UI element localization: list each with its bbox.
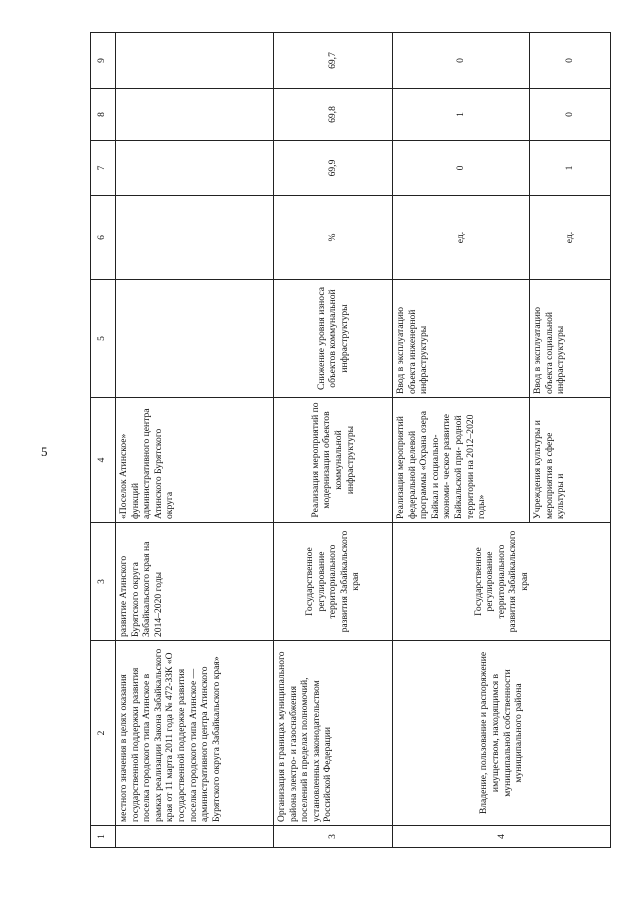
- value-cell: 0: [393, 141, 530, 196]
- value-cell: [116, 89, 274, 141]
- row-number: 3: [274, 826, 393, 848]
- value-cell: 69,7: [274, 33, 393, 89]
- table-row: [274, 33, 393, 848]
- program-cell: Государственное регулирование территориального развития Забайкальского края: [393, 523, 611, 641]
- value-cell: [116, 33, 274, 89]
- value-cell: 0: [530, 89, 611, 141]
- indicators-table: [90, 32, 611, 848]
- header-cell: 5: [91, 280, 116, 398]
- header-cell: 9: [91, 33, 116, 89]
- value-cell: 0: [393, 33, 530, 89]
- table-row: [393, 33, 530, 848]
- indicator-cell: [116, 280, 274, 398]
- header-cell: 8: [91, 89, 116, 141]
- unit-cell: ед.: [393, 196, 530, 280]
- activity-cell: Учреждения культуры и мероприятия в сфере культуры и: [530, 398, 611, 523]
- unit-cell: %: [274, 196, 393, 280]
- authority-cell: местного значения в целях оказания государственной поддержки развития поселка городского типа Атинское в рамках реализации Закона Забайкальского края от 11 марта 2011 года № 472-ЗЗК «О государственной поддержке развития поселка городского типа Атинское — административного центра Атинского Бурятского округа Забайкальского края»: [116, 641, 274, 826]
- program-cell: Государственное регулирование территориального развития Забайкальского края: [274, 523, 393, 641]
- header-cell: 7: [91, 141, 116, 196]
- value-cell: 0: [530, 33, 611, 89]
- indicator-cell: Ввод в эксплуатацию объекта инженерной инфраструктуры: [393, 280, 530, 398]
- value-cell: 1: [530, 141, 611, 196]
- header-cell: 1: [91, 826, 116, 848]
- value-cell: 69,9: [274, 141, 393, 196]
- header-cell: 4: [91, 398, 116, 523]
- authority-cell: Организация в границах муниципального района электро- и газоснабжения поселений в пределах полномочий, установленных законодательством Российской Федерации: [274, 641, 393, 826]
- indicator-cell: Ввод в эксплуатацию объекта социальной инфраструктуры: [530, 280, 611, 398]
- unit-cell: ед.: [530, 196, 611, 280]
- header-cell: 3: [91, 523, 116, 641]
- value-cell: 1: [393, 89, 530, 141]
- activity-cell: Реализация мероприятий по модернизации объектов коммунальной инфраструктуры: [274, 398, 393, 523]
- activity-cell: «Поселок Атинское» функций административного центра Атинского Бурятского округа: [116, 398, 274, 523]
- header-cell: 2: [91, 641, 116, 826]
- header-cell: 6: [91, 196, 116, 280]
- indicators-table-rotated: [90, 33, 605, 848]
- program-cell: развитие Атинского Бурятского округа Забайкальского края на 2014–2020 годы: [116, 523, 274, 641]
- table-header-row: [91, 33, 116, 848]
- authority-cell: Владение, пользование и распоряжение имуществом, находящимся в муниципальной собственности муниципального района: [393, 641, 611, 826]
- indicator-cell: Снижение уровня износа объектов коммунальной инфраструктуры: [274, 280, 393, 398]
- unit-cell: [116, 196, 274, 280]
- activity-cell: Реализация мероприятий федеральной целевой программы «Охрана озера Байкал и социально-экономи- ческое развитие Байкальской при- родной территории на 2012–2020 годы»: [393, 398, 530, 523]
- value-cell: 69,8: [274, 89, 393, 141]
- table-row: [116, 33, 274, 848]
- value-cell: [116, 141, 274, 196]
- row-number: 4: [393, 826, 611, 848]
- row-number: [116, 826, 274, 848]
- page-number: 5: [41, 444, 48, 459]
